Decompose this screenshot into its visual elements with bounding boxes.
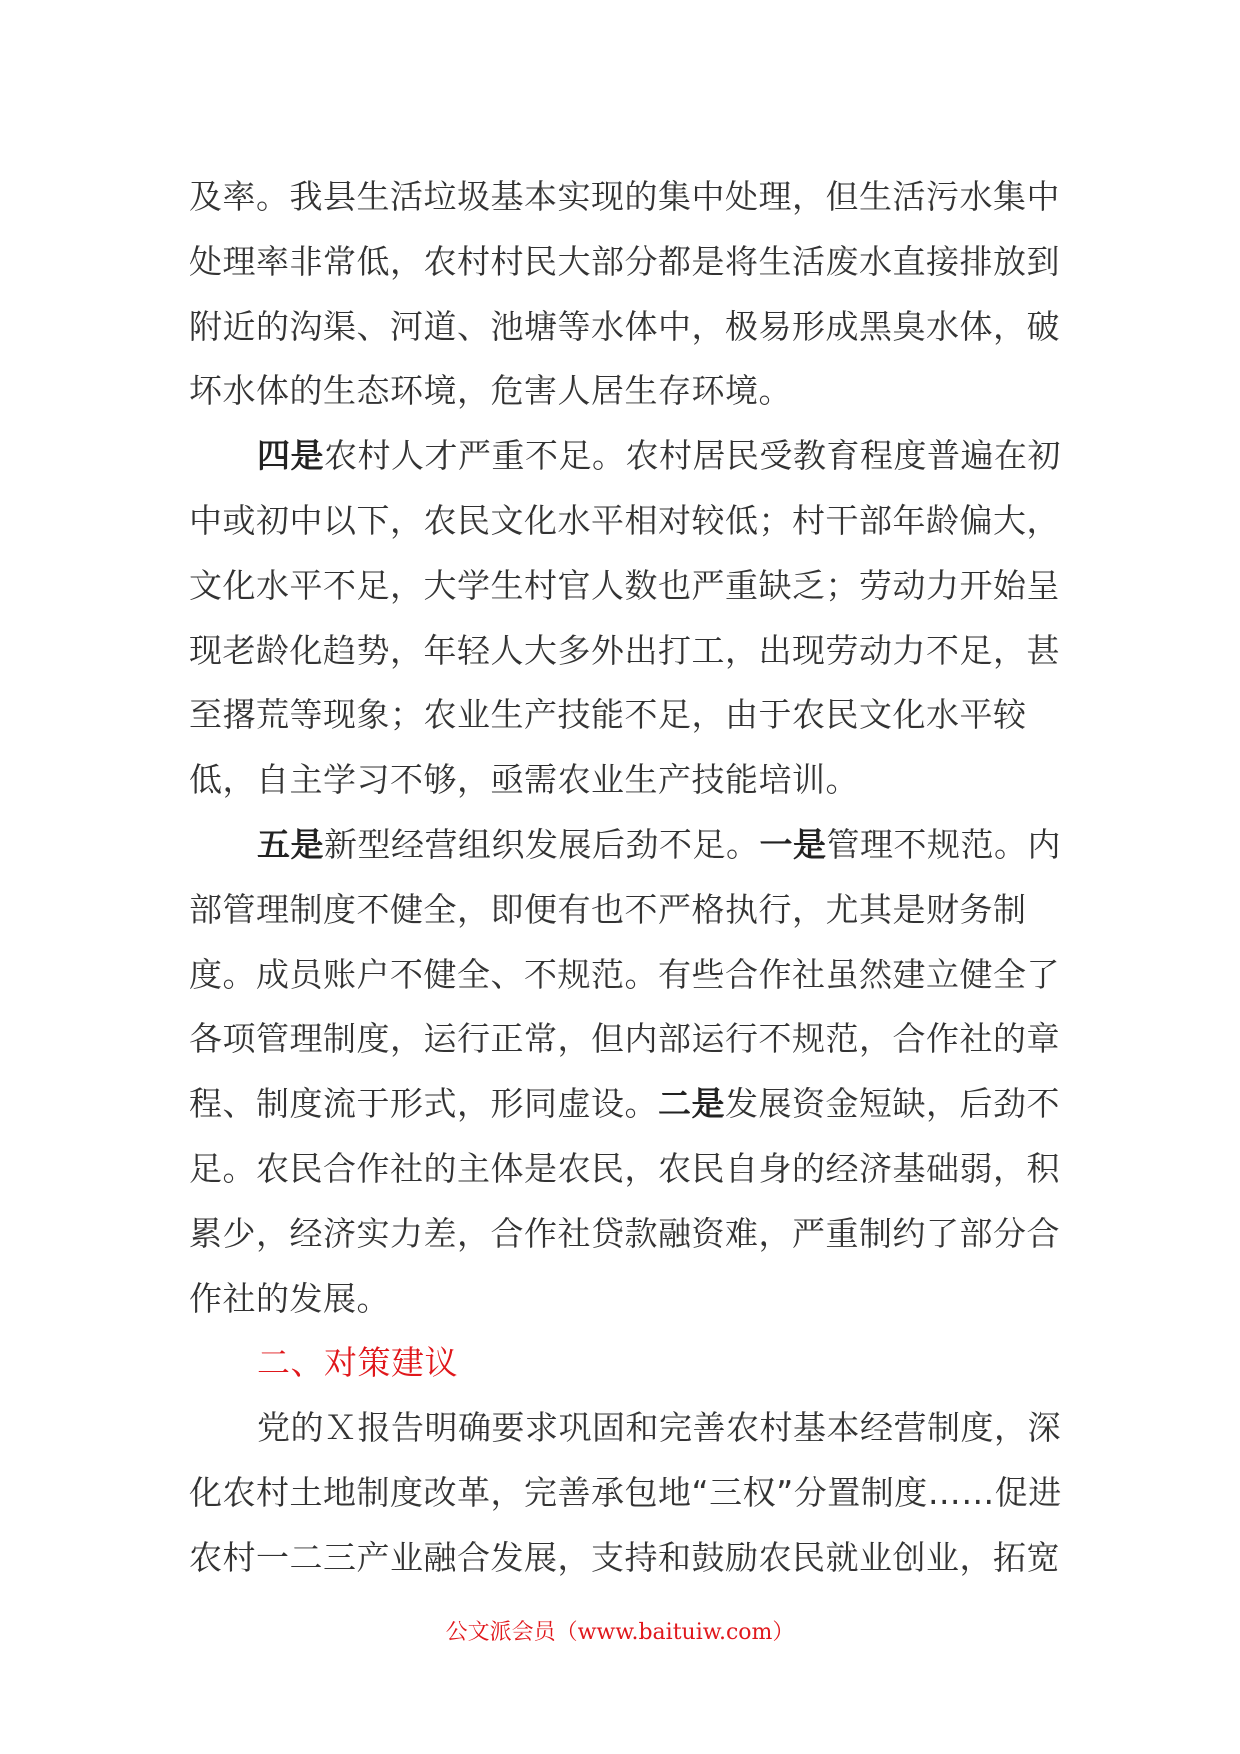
paragraph-lead: 四是 [257,436,324,476]
paragraph-closing [189,1396,1069,1590]
paragraph-text: 党的Ｘ报告明确要求巩固和完善农村基本经营制度，深化农村土地制度改革，完善承包地“三权”分置制度……促进农村一二三产业融合发展，支持和鼓励农民就业创业，拓宽 [189,1408,1062,1577]
paragraph-text: 发展资金短缺，后劲不足。农民合作社的主体是农民，农民自身的经济基础弱，积累少，经济实力差，合作社贷款融资难，严重制约了部分合作社的发展。 [189,1084,1060,1318]
document-body [189,165,1069,1591]
paragraph-sublead-two: 二是 [658,1084,725,1124]
paragraph-sublead-one: 一是 [759,824,827,864]
paragraph-text: 管理不规范。内部管理制度不健全，即便有也不严格执行，尤其是财务制度。成员账户不健全、不规范。有些合作社虽然建立健全了各项管理制度，运行正常，但内部运行不规范，合作社的章程、制度流于形式，形同虚设。 [189,824,1061,1124]
footer-watermark: 公文派会员（www.baituiw.com） [445,1620,795,1645]
section-heading: 二、对策建议 [257,1343,458,1383]
paragraph-organization [189,813,1069,1331]
paragraph-talent-shortage [189,424,1069,813]
paragraph-text: 及率。我县生活垃圾基本实现的集中处理，但生活污水集中处理率非常低，农村村民大部分都是将生活废水直接排放到附近的沟渠、河道、池塘等水体中，极易形成黑臭水体，破坏水体的生态环境，危害人居生存环境。 [189,177,1060,411]
paragraph-sewage [189,165,1069,424]
paragraph-text: 新型经营组织发展后劲不足。 [324,824,760,864]
paragraph-lead: 五是 [257,824,324,864]
paragraph-text: 农村人才严重不足。农村居民受教育程度普遍在初中或初中以下，农民文化水平相对较低；村干部年龄偏大，文化水平不足，大学生村官人数也严重缺乏；劳动力开始呈现老龄化趋势，年轻人大多外出打工，出现劳动力不足，甚至撂荒等现象；农业生产技能不足，由于农民文化水平较低，自主学习不够，亟需农业生产技能培训。 [189,436,1061,800]
